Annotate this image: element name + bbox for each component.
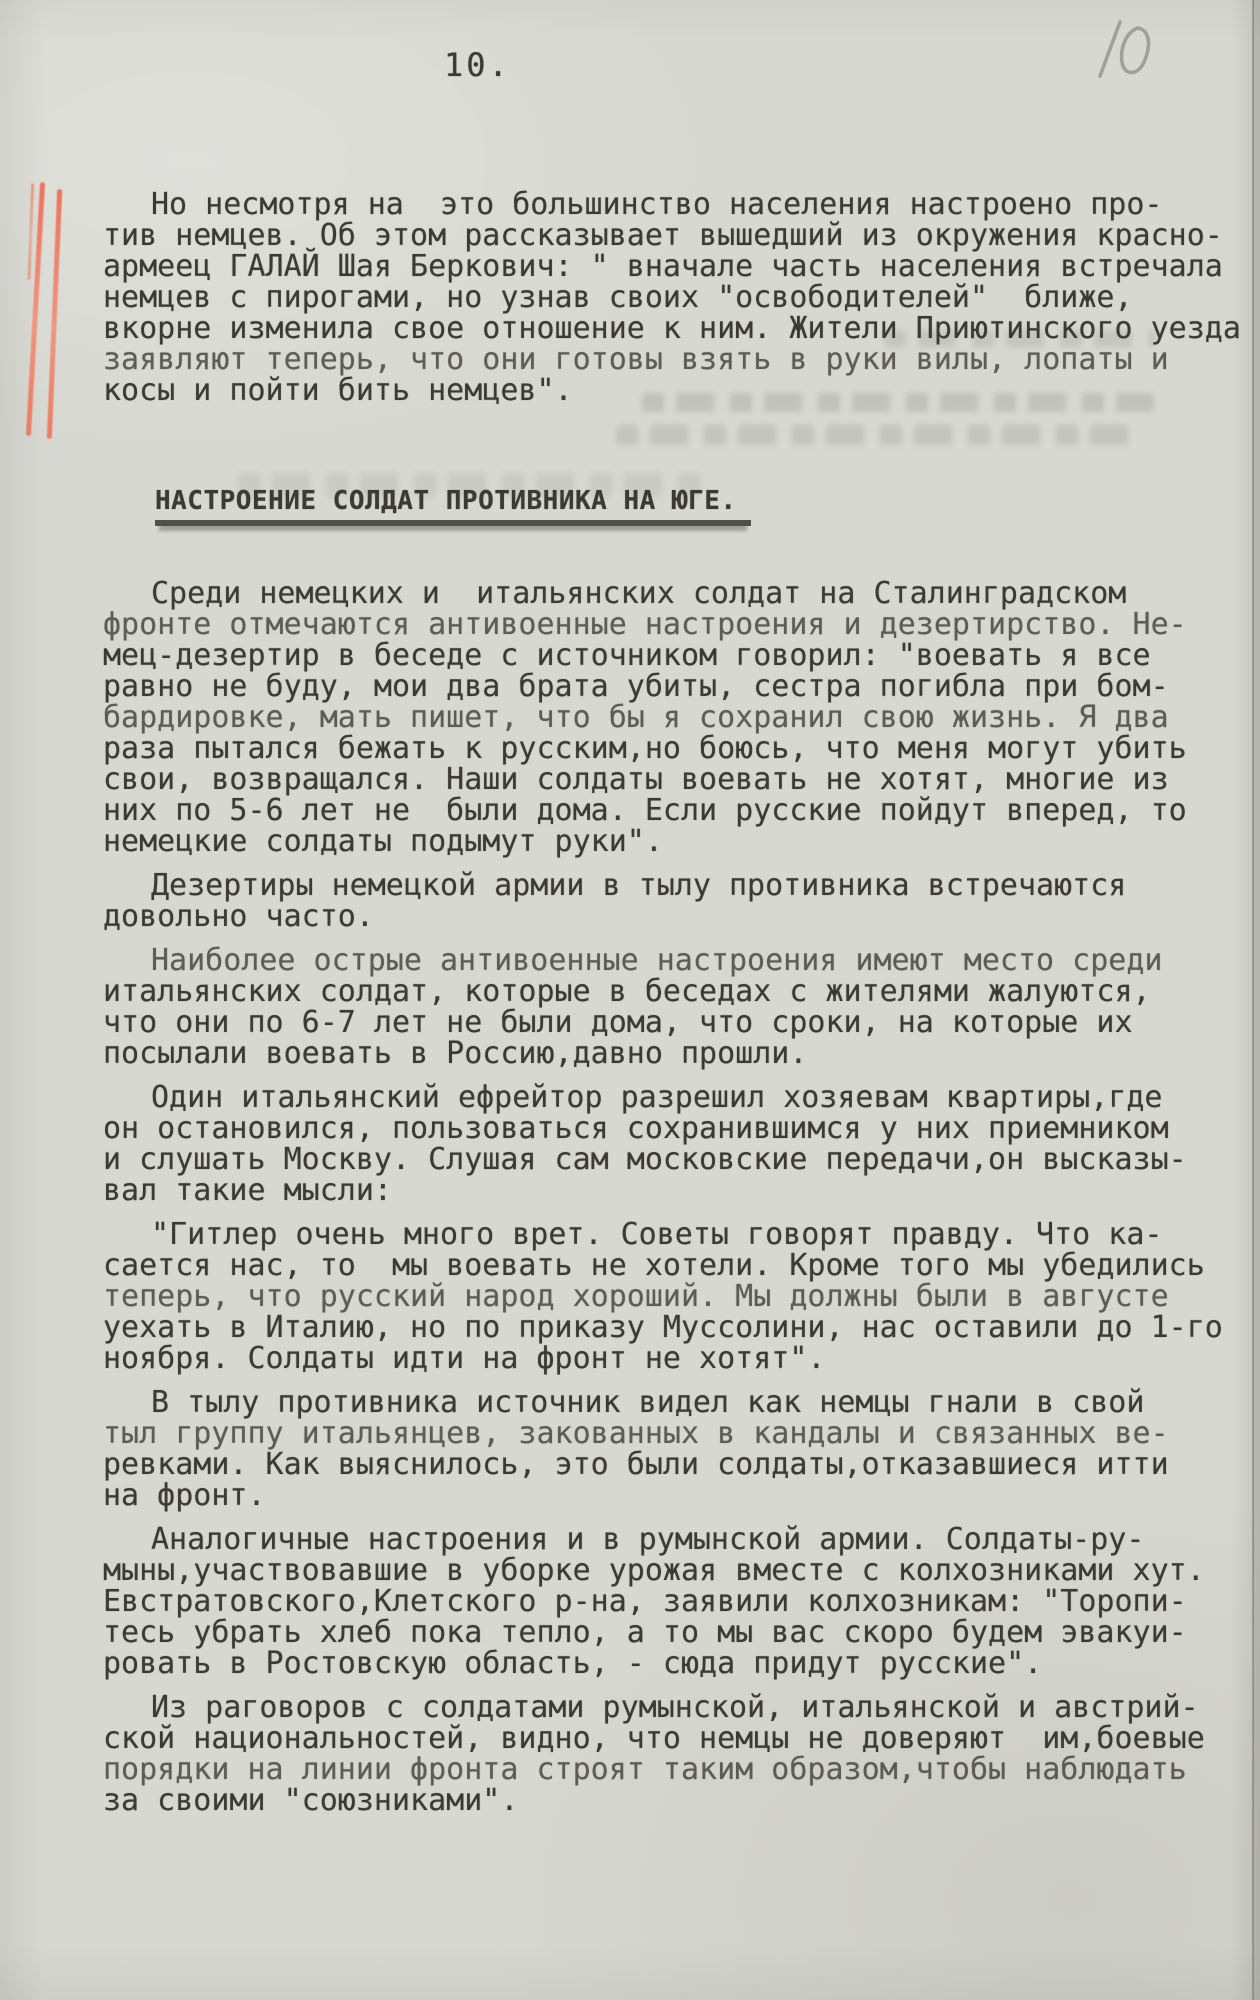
- paragraph-germans-distrust-allies: [103, 1692, 1255, 1816]
- text-line: "Гитлер очень много врет. Советы говорят правду. Что ка-: [151, 1217, 1163, 1252]
- paragraph-shackled-italians: [103, 1387, 1255, 1511]
- text-line: фронте отмечаются антивоенные настроения и дезертирство. Не-: [103, 607, 1187, 642]
- text-line: Наиболее острые антивоенные настроения имеют место среди: [151, 943, 1163, 978]
- text-line: Среди немецких и итальянских солдат на Сталинградском: [151, 576, 1127, 611]
- text-line: вкорне изменила свое отношение к ним. Жители Приютинского уезда: [103, 311, 1241, 346]
- text-line: и слушать Москву. Слушая сам московские передачи,он высказы-: [103, 1142, 1187, 1177]
- text-line: уехать в Италию, но по приказу Муссолини, нас оставили до 1-го: [103, 1310, 1223, 1345]
- section-heading: [103, 484, 1255, 517]
- text-line: что они по 6-7 лет не были дома, что сроки, на которые их: [103, 1005, 1133, 1040]
- text-line: сается нас, то мы воевать не хотели. Кроме того мы убедились: [103, 1248, 1205, 1283]
- text-line: раза пытался бежать к русским,но боюсь, что меня могут убить: [103, 731, 1187, 766]
- text-line: за своими "союзниками".: [103, 1783, 519, 1818]
- text-line: немецкие солдаты подымут руки".: [103, 824, 663, 859]
- text-line: них по 5-6 лет не были дома. Если русские пойдут вперед, то: [103, 793, 1187, 828]
- text-line: армеец ГАЛАЙ Шая Беркович: " вначале часть населения встречала: [103, 249, 1223, 284]
- text-line: Но несмотря на это большинство населения настроено про-: [151, 187, 1163, 222]
- red-pencil-margin-mark: [47, 189, 62, 439]
- text-line: на фронт.: [103, 1478, 266, 1513]
- text-line: Евстратовского,Клетского р-на, заявили колхозникам: "Торопи-: [103, 1584, 1187, 1619]
- paragraph-hitler-quote: [103, 1219, 1255, 1374]
- text-line: посылали воевать в Россию,давно прошли.: [103, 1036, 808, 1071]
- document-body: [103, 189, 1255, 1829]
- text-line: Аналогичные настроения и в румынской армии. Солдаты-ру-: [151, 1522, 1145, 1557]
- text-line: немцев с пирогами, но узнав своих "освободителей" ближе,: [103, 280, 1133, 315]
- text-line: тесь убрать хлеб пока тепло, а то мы вас скоро будем эвакуи-: [103, 1615, 1187, 1650]
- text-line: вал такие мысли:: [103, 1173, 392, 1208]
- text-line: порядки на линии фронта строят таким образом,чтобы наблюдать: [103, 1752, 1187, 1787]
- handwritten-page-number: [1086, 14, 1164, 92]
- text-line: он остановился, пользоваться сохранившимся у них приемником: [103, 1111, 1169, 1146]
- text-line: тыл группу итальянцев, закованных в кандалы и связанных ве-: [103, 1416, 1169, 1451]
- paragraph-stalingrad-front-moods: [103, 578, 1255, 857]
- text-line: тив немцев. Об этом рассказывает вышедший из окружения красно-: [103, 218, 1223, 253]
- text-line: довольно часто.: [103, 899, 374, 934]
- paragraph-italian-corporal-radio: [103, 1082, 1255, 1206]
- text-line: Дезертиры немецкой армии в тылу противника встречаются: [151, 868, 1127, 903]
- paragraph-population-against-germans: [103, 189, 1255, 406]
- text-line: Один итальянский ефрейтор разрешил хозяевам квартиры,где: [151, 1080, 1163, 1115]
- text-line: заявляют теперь, что они готовы взять в руки вилы, лопаты и: [103, 342, 1169, 377]
- typed-page-number: 10.: [444, 46, 511, 84]
- text-line: мыны,участвовавшие в уборке урожая вместе с колхозниками хут.: [103, 1553, 1205, 1588]
- text-line: косы и пойти бить немцев".: [103, 373, 573, 408]
- text-line: равно не буду, мои два брата убиты, сестра погибла при бом-: [103, 669, 1169, 704]
- text-line: ровать в Ростовскую область, - сюда придут русские".: [103, 1646, 1043, 1681]
- text-line: свои, возвращался. Наши солдаты воевать не хотят, многие из: [103, 762, 1169, 797]
- text-line: ревками. Как выяснилось, это были солдаты,отказавшиеся итти: [103, 1447, 1169, 1482]
- paragraph-italian-soldiers: [103, 945, 1255, 1069]
- text-line: В тылу противника источник видел как немцы гнали в свой: [151, 1385, 1145, 1420]
- red-pencil-margin-mark: [26, 182, 45, 436]
- text-line: ноября. Солдаты идти на фронт не хотят".: [103, 1341, 826, 1376]
- text-line: Из раговоров с солдатами румынской, итальянской и австрий-: [151, 1690, 1199, 1725]
- paragraph-romanian-army: [103, 1524, 1255, 1679]
- text-line: мец-дезертир в беседе с источником говорил: "воевать я все: [103, 638, 1151, 673]
- text-line: ской национальностей, видно, что немцы не доверяют им,боевые: [103, 1721, 1205, 1756]
- text-line: бардировке, мать пишет, что бы я сохранил свою жизнь. Я два: [103, 700, 1169, 735]
- text-line: теперь, что русский народ хороший. Мы должны были в августе: [103, 1279, 1169, 1314]
- text-line: итальянских солдат, которые в беседах с жителями жалуются,: [103, 974, 1151, 1009]
- paragraph-deserters: [103, 870, 1255, 932]
- section-heading-text: НАСТРОЕНИЕ СОЛДАТ ПРОТИВНИКА НА ЮГЕ.: [155, 486, 751, 526]
